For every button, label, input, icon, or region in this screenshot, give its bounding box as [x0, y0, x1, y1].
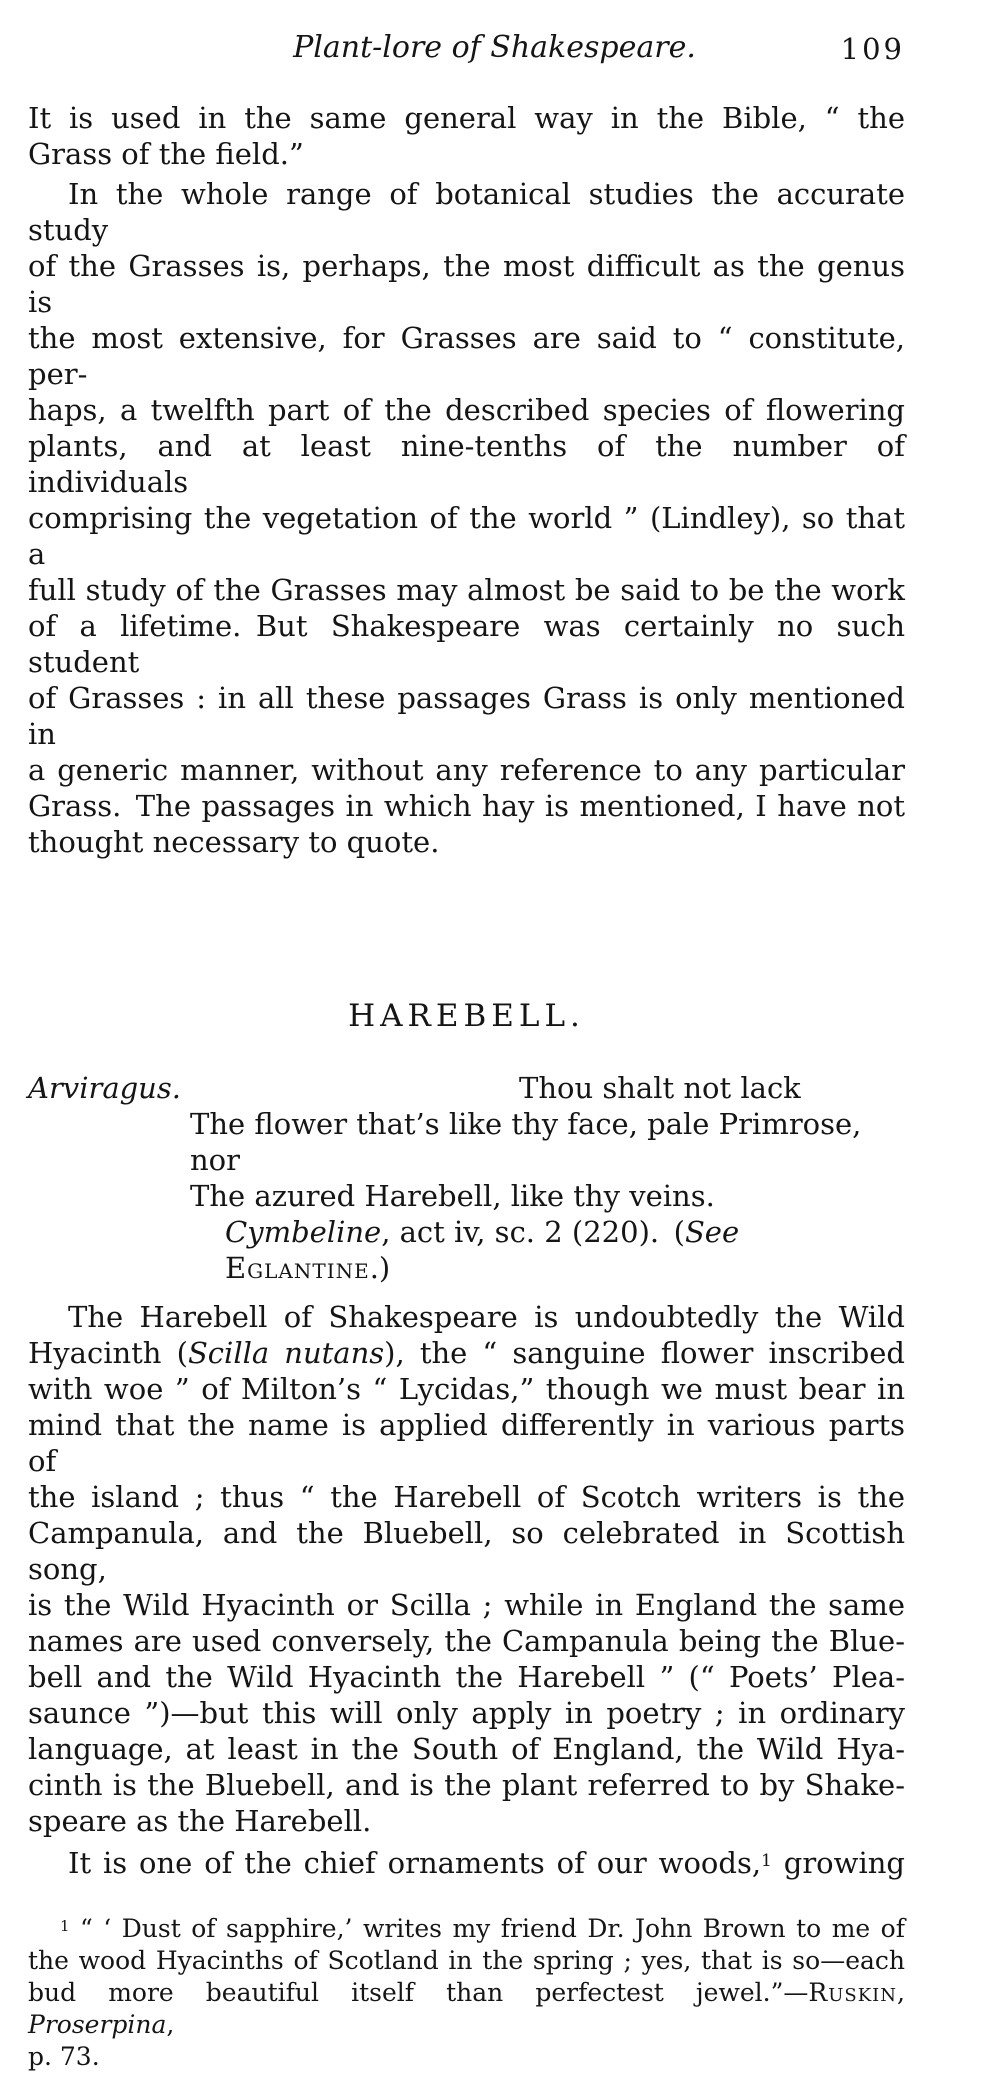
- text-segment: It is one of the chief ornaments of our woods,: [68, 1846, 762, 1880]
- quote-verse-line: The azured Harebell, like thy veins.: [190, 1179, 715, 1213]
- text-line: the island ; thus “ the Harebell of Scotch writers is the: [28, 1480, 905, 1514]
- text-line: names are used conversely, the Campanula being the Blue-: [28, 1624, 905, 1658]
- text-line: full study of the Grasses may almost be said to be the work: [28, 573, 905, 607]
- text-line: is the Wild Hyacinth or Scilla ; while in England the same: [28, 1588, 905, 1622]
- paragraph-grass-continuation: [28, 100, 905, 172]
- citation-cross-reference: Eglantine: [225, 1251, 370, 1285]
- text-line: cinth is the Bluebell, and is the plant referred to by Shake-: [28, 1768, 905, 1802]
- text-line: with woe ” of Milton’s “ Lycidas,” though we must bear in: [28, 1372, 905, 1406]
- text-line: It is used in the same general way in the Bible, “ the: [28, 101, 905, 135]
- text-segment: ,: [166, 2010, 175, 2039]
- text-line: [28, 1845, 905, 1881]
- text-line: In the whole range of botanical studies the accurate study: [28, 177, 905, 247]
- text-line: of the Grasses is, perhaps, the most difficult as the genus is: [28, 249, 905, 319]
- text-segment: ), the “ sanguine flower inscribed: [384, 1336, 905, 1370]
- footnote-reference-mark: 1: [761, 1851, 772, 1871]
- text-line: Grass. The passages in which hay is mentioned, I have not: [28, 789, 905, 823]
- text-line: bell and the Wild Hyacinth the Harebell ” (“ Poets’ Plea-: [28, 1660, 905, 1694]
- citation-close: .): [369, 1251, 391, 1285]
- text-line: [28, 1335, 905, 1371]
- text-line: The Harebell of Shakespeare is undoubtedly the Wild: [68, 1300, 905, 1334]
- text-line: plants, and at least nine-tenths of the number of individuals: [28, 429, 905, 499]
- citation-work-title: Cymbeline: [225, 1215, 382, 1249]
- paragraph-woods-ornament: [28, 1845, 905, 1881]
- quote-opening-words: Thou shalt not lack: [519, 1071, 801, 1105]
- latin-name: Scilla nutans: [187, 1336, 385, 1370]
- text-line: Campanula, and the Bluebell, so celebrated in Scottish song,: [28, 1516, 905, 1586]
- quote-citation: [28, 1214, 905, 1286]
- footnote-block: [28, 1913, 905, 2073]
- text-segment: bud more beautiful itself than perfectest jewel.”—: [28, 1978, 809, 2007]
- quote-verse-line: The flower that’s like thy face, pale Primrose, nor: [190, 1107, 862, 1177]
- shakespeare-quote-block: [28, 1070, 905, 1286]
- text-line: the most extensive, for Grasses are said to “ constitute, per-: [28, 321, 905, 391]
- author-name: Ruskin: [808, 1978, 898, 2007]
- citation-see-label: See: [684, 1215, 740, 1249]
- text-segment: “ ‘ Dust of sapphire,’ writes my friend Dr. John Brown to me of: [69, 1914, 905, 1943]
- text-segment: Hyacinth (: [28, 1336, 188, 1370]
- section-heading-harebell: HAREBELL.: [348, 998, 585, 1034]
- paragraph-harebell-identity: [28, 1299, 905, 1839]
- text-line: saunce ”)—but this will only apply in poetry ; in ordinary: [28, 1696, 905, 1730]
- text-segment: ,: [897, 1978, 905, 2007]
- paragraph-grasses-study: [28, 176, 905, 860]
- footnote-line: p. 73.: [28, 2042, 100, 2071]
- page-number: 109: [840, 32, 905, 66]
- running-head: [28, 30, 905, 66]
- running-title: Plant-lore of Shakespeare.: [293, 30, 696, 65]
- text-line: language, at least in the South of England, the Wild Hya-: [28, 1732, 905, 1766]
- work-title: Proserpina: [28, 2010, 167, 2039]
- footnote-line: the wood Hyacinths of Scotland in the spring ; yes, that is so—each: [28, 1946, 905, 1975]
- text-line: haps, a twelfth part of the described species of flowering: [28, 393, 905, 427]
- text-line: thought necessary to quote.: [28, 825, 440, 859]
- text-line: mind that the name is applied differently in various parts of: [28, 1408, 905, 1478]
- citation-detail: , act iv, sc. 2 (220). (: [381, 1215, 685, 1249]
- text-line: Grass of the field.”: [28, 137, 304, 171]
- text-line: speare as the Harebell.: [28, 1804, 372, 1838]
- footnote-line: [28, 1977, 905, 2041]
- footnote-line: [28, 1913, 905, 1945]
- text-segment: growing: [771, 1846, 905, 1880]
- text-line: comprising the vegetation of the world ” (Lindley), so that a: [28, 501, 905, 571]
- quote-speaker: Arviragus.: [28, 1071, 181, 1105]
- text-line: of Grasses : in all these passages Grass is only mentioned in: [28, 681, 905, 751]
- text-line: a generic manner, without any reference to any particular: [28, 753, 905, 787]
- text-line: of a lifetime. But Shakespeare was certainly no such student: [28, 609, 905, 679]
- footnote-number: 1: [60, 1917, 70, 1935]
- quote-speaker-line: [28, 1070, 905, 1106]
